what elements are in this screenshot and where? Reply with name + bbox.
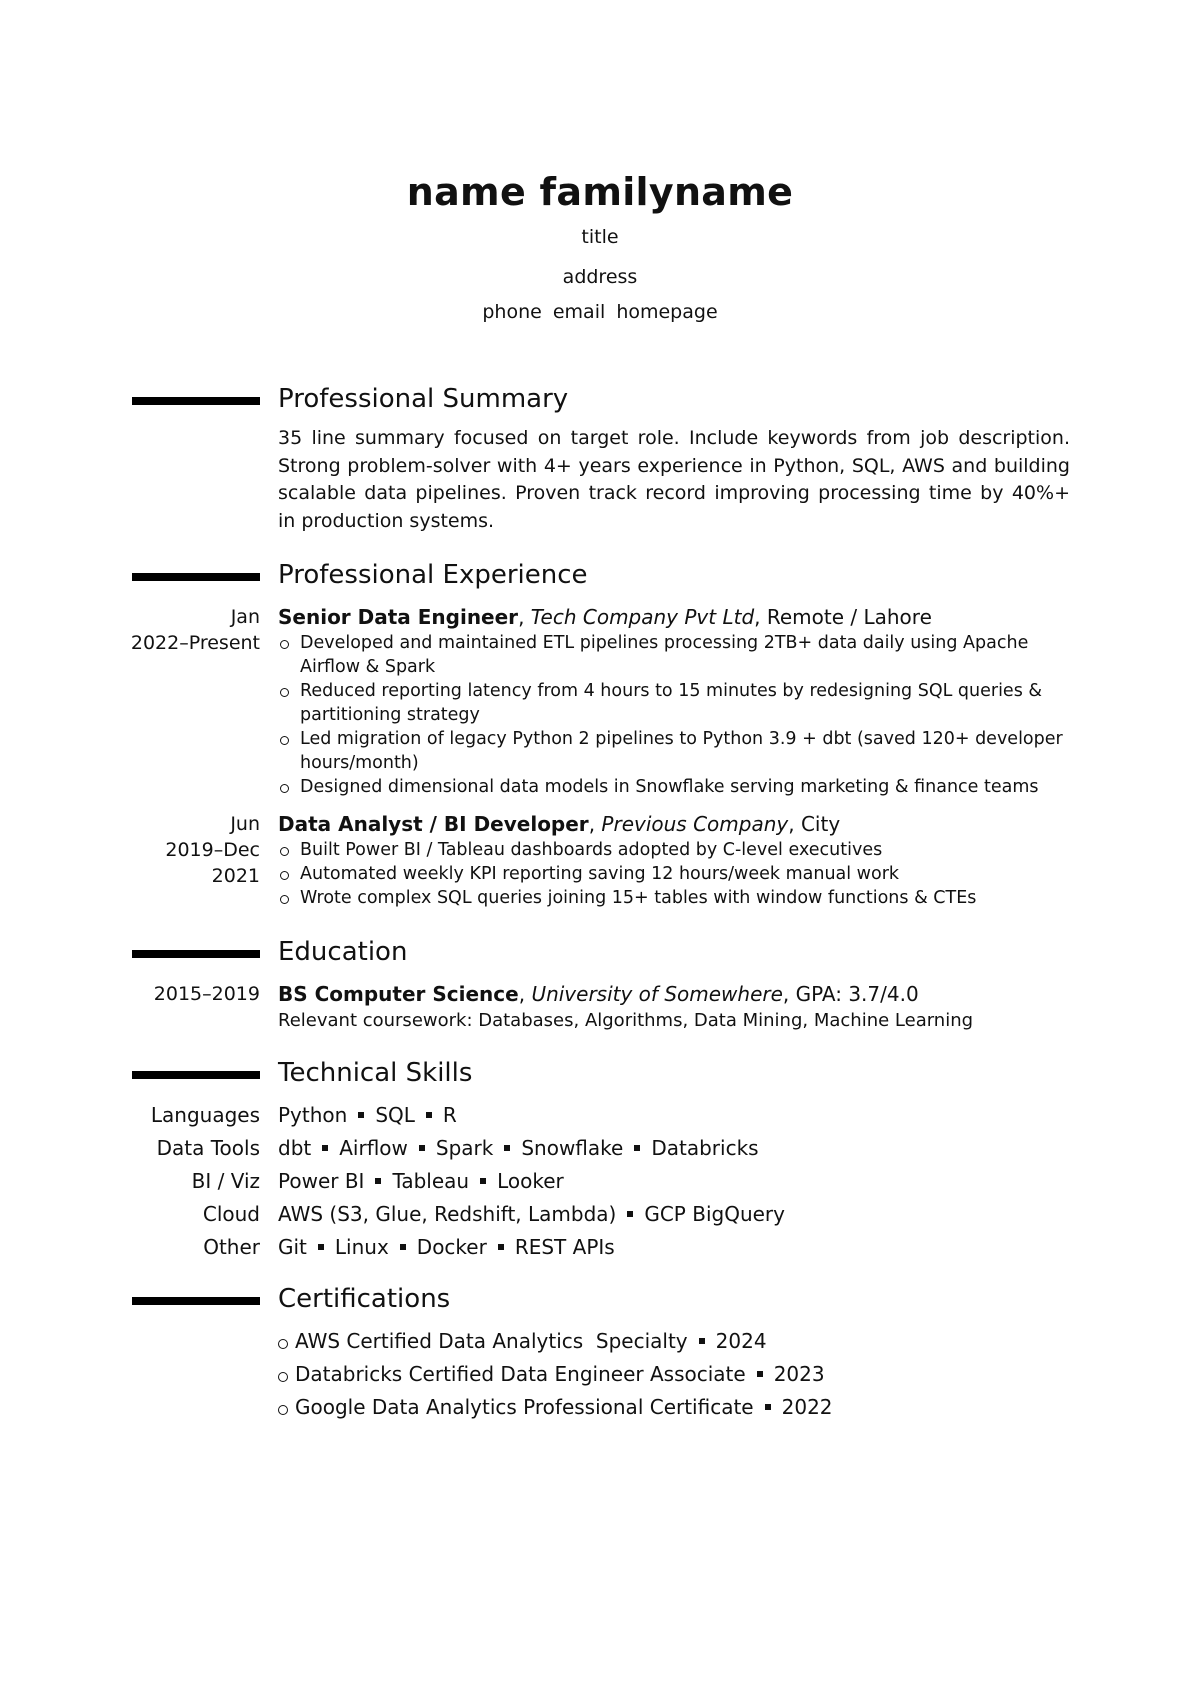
list-item: Designed dimensional data models in Snowflake serving marketing & finance teams [278,775,1070,799]
list-item: Wrote complex SQL queries joining 15+ tables with window functions & CTEs [278,886,1070,910]
skill-category: Cloud [202,1202,260,1226]
job-bullets [278,838,1070,910]
section-heading: Professional Experience [278,560,588,590]
skill-row [0,1233,1200,1266]
school: University of Somewhere [531,982,783,1006]
skill-item: Git [278,1235,307,1259]
circle-bullet-icon [278,1339,288,1349]
section-rule [132,573,260,581]
homepage-link[interactable]: homepage [616,301,718,323]
skill-row [0,1101,1200,1134]
section-rule [132,1297,260,1305]
list-item [278,1327,767,1355]
square-bullet-icon [627,1211,633,1217]
square-bullet-icon [504,1145,510,1151]
skill-item: Tableau [392,1169,470,1193]
circle-bullet-icon [280,736,289,745]
square-bullet-icon [318,1244,324,1250]
certification-name: Google Data Analytics Professional Certificate [295,1395,754,1419]
skill-category: Other [203,1235,260,1259]
section-rule [132,397,260,405]
square-bullet-icon [699,1338,705,1344]
job-date: Jan 2022–Present [130,606,260,654]
square-bullet-icon [634,1145,640,1151]
summary-text: 35 line summary focused on target role. Include keywords from job description. Strong problem-solver with 4+ years experience in Python, SQL, AWS and building scalable data pipelines. Proven track record improving processing time by 40%+ in production systems. [278,427,1070,532]
skill-item: Airflow [339,1136,408,1160]
square-bullet-icon [765,1404,771,1410]
skill-category: Languages [150,1103,260,1127]
circle-bullet-icon [280,688,289,697]
skill-item: AWS (S3, Glue, Redshift, Lambda) [278,1202,617,1226]
job-role: Senior Data Engineer [278,605,519,629]
circle-bullet-icon [280,640,289,649]
skill-item: dbt [278,1136,312,1160]
square-bullet-icon [400,1244,406,1250]
resume-header [0,168,1200,325]
degree: BS Computer Science [278,982,519,1006]
job-company: Tech Company Pvt Ltd [530,605,755,629]
job-entry [278,810,1070,910]
phone: phone [482,301,542,323]
skill-items [278,1200,785,1228]
job-heading: Senior Data Engineer, Tech Company Pvt Ltd, Remote / Lahore [278,605,932,629]
square-bullet-icon [358,1112,364,1118]
list-item [278,1360,825,1388]
certification-year: 2023 [773,1362,825,1386]
square-bullet-icon [498,1244,504,1250]
skill-items [278,1167,564,1195]
square-bullet-icon [322,1145,328,1151]
skill-item: Spark [435,1136,494,1160]
skill-items [278,1101,457,1129]
job-entry [278,603,1070,799]
skill-item: R [442,1103,457,1127]
section-rule [132,1071,260,1079]
skill-row [0,1200,1200,1233]
certification-name: Databricks Certified Data Engineer Associate [295,1362,746,1386]
job-location: City [800,812,841,836]
list-item: Developed and maintained ETL pipelines processing 2TB+ data daily using Apache Airflow & Spark [278,631,1070,679]
list-item: Automated weekly KPI reporting saving 12 hours/week manual work [278,862,1070,886]
education-date: 2015–2019 [153,983,260,1005]
skill-item: Linux [334,1235,389,1259]
square-bullet-icon [375,1178,381,1184]
job-heading: Data Analyst / BI Developer, Previous Company, City [278,812,841,836]
certification-year: 2024 [715,1329,767,1353]
email: email [552,301,606,323]
candidate-address: address [562,266,638,288]
skill-items [278,1233,615,1261]
education-heading: BS Computer Science, University of Somewhere, GPA: 3.7/4.0 [278,982,919,1006]
skill-item: GCP BigQuery [644,1202,785,1226]
list-item [278,1393,833,1421]
skill-item: SQL [375,1103,415,1127]
certification-year: 2022 [781,1395,833,1419]
square-bullet-icon [419,1145,425,1151]
skill-items [278,1134,759,1162]
job-bullets [278,631,1070,799]
skill-item: Python [278,1103,348,1127]
circle-bullet-icon [280,895,289,904]
skill-item: Power BI [278,1169,365,1193]
contact-line [0,299,1200,325]
skill-category: Data Tools [156,1136,260,1160]
circle-bullet-icon [280,871,289,880]
certification-name: AWS Certified Data Analytics Specialty [295,1329,688,1353]
section-rule [132,950,260,958]
section-heading: Technical Skills [278,1058,473,1088]
section-heading: Professional Summary [278,384,569,414]
skill-item: Docker [416,1235,487,1259]
section-heading: Certifications [278,1284,451,1314]
skill-row [0,1134,1200,1167]
skill-item: REST APIs [514,1235,615,1259]
coursework: Relevant coursework: Databases, Algorithms, Data Mining, Machine Learning [278,1010,974,1031]
skill-item: Databricks [651,1136,759,1160]
job-date: Jun 2019–Dec 2021 [165,813,260,887]
candidate-title: title [581,226,619,248]
section-heading: Education [278,937,408,967]
list-item: Reduced reporting latency from 4 hours to 15 minutes by redesigning SQL queries & partitioning strategy [278,679,1070,727]
candidate-name: name familyname [406,170,794,214]
job-company: Previous Company [601,812,789,836]
circle-bullet-icon [280,784,289,793]
gpa: GPA: 3.7/4.0 [795,982,919,1006]
skill-category: BI / Viz [191,1169,260,1193]
list-item: Led migration of legacy Python 2 pipelines to Python 3.9 + dbt (saved 120+ developer hours/month) [278,727,1070,775]
job-location: Remote / Lahore [766,605,932,629]
square-bullet-icon [426,1112,432,1118]
skill-item: Snowflake [521,1136,624,1160]
circle-bullet-icon [278,1372,288,1382]
square-bullet-icon [480,1178,486,1184]
circle-bullet-icon [278,1405,288,1415]
circle-bullet-icon [280,847,289,856]
job-role: Data Analyst / BI Developer [278,812,589,836]
skill-item: Looker [497,1169,564,1193]
skill-row [0,1167,1200,1200]
education-entry [278,980,1070,1034]
list-item: Built Power BI / Tableau dashboards adopted by C-level executives [278,838,1070,862]
square-bullet-icon [757,1371,763,1377]
